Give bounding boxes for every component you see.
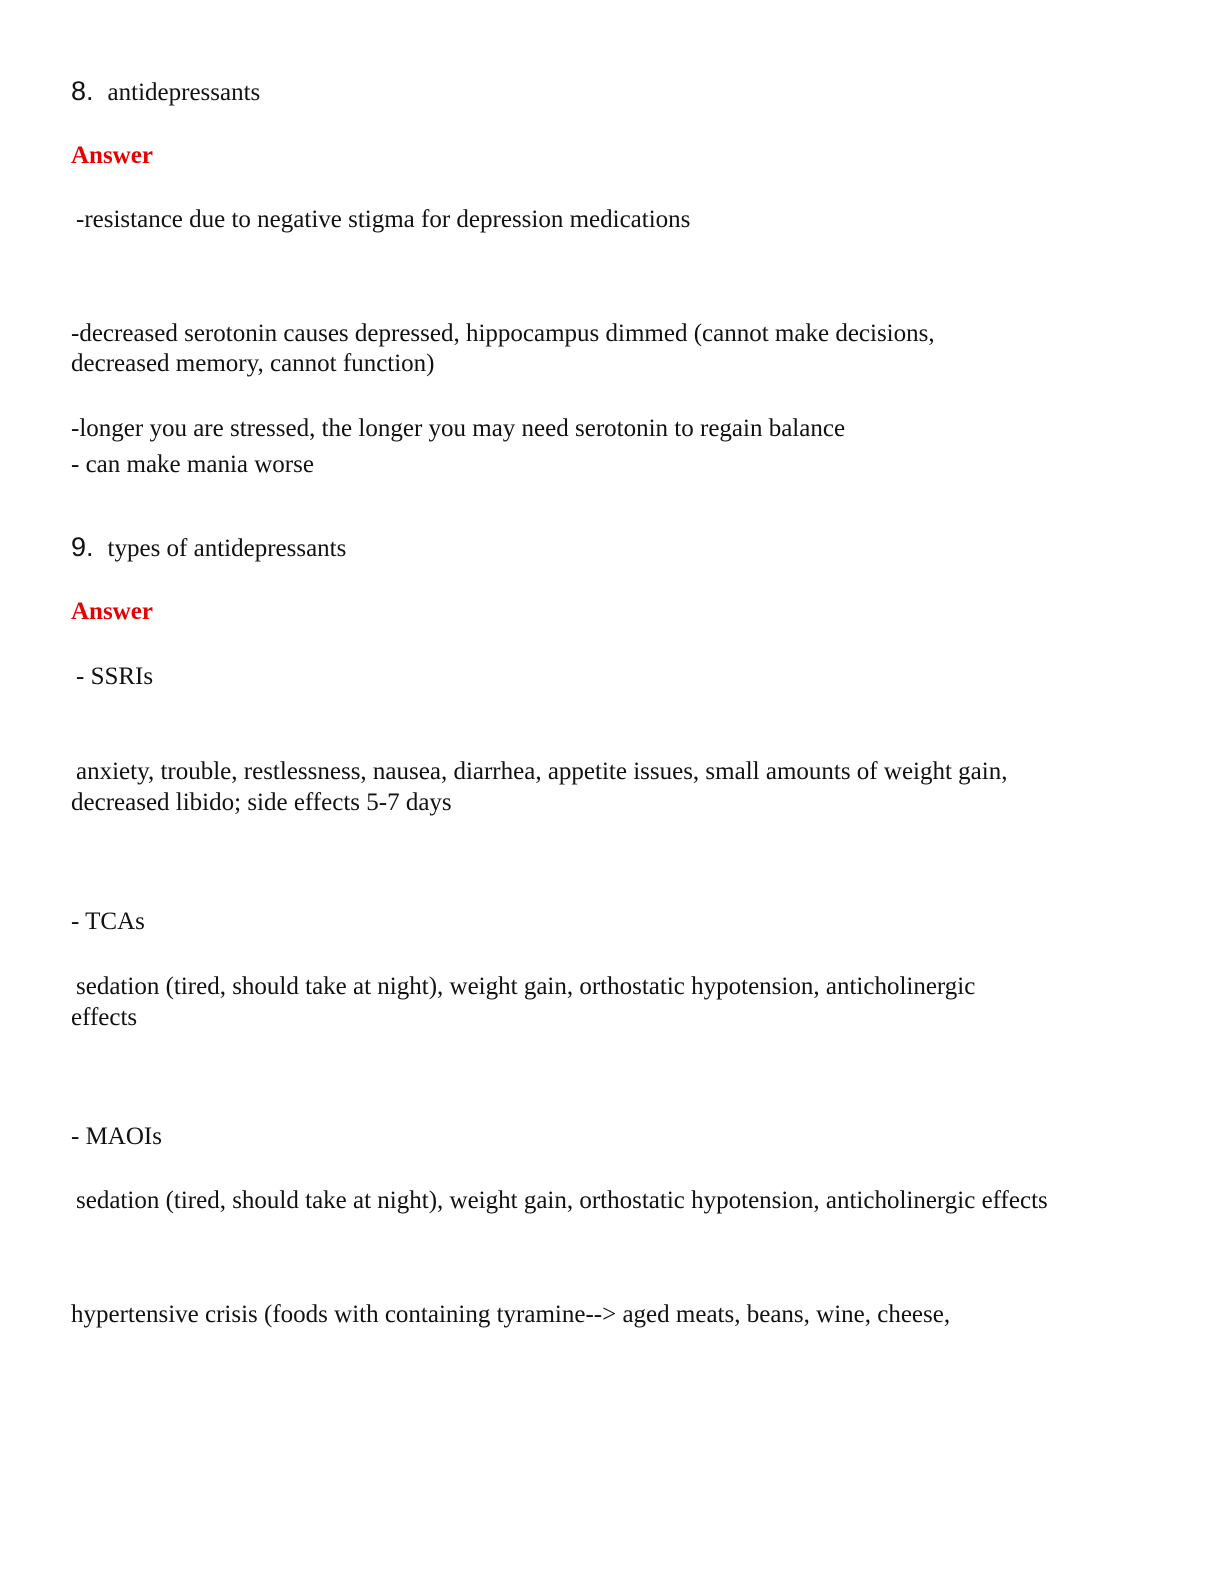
answer-line: -longer you are stressed, the longer you may need serotonin to regain balance xyxy=(71,415,846,442)
question-prompt: types of antidepressants xyxy=(107,535,347,562)
answer-line: - MAOIs xyxy=(71,1123,162,1150)
answer-line: - TCAs xyxy=(71,908,145,935)
question-8-heading xyxy=(71,76,260,108)
answer-line: sedation (tired, should take at night), weight gain, orthostatic hypotension, anticholinergic effects xyxy=(76,1187,1048,1214)
answer-label: Answer xyxy=(71,598,153,625)
answer-line: decreased memory, cannot function) xyxy=(71,350,435,377)
question-prompt: antidepressants xyxy=(107,79,261,106)
question-9-heading xyxy=(71,532,346,564)
answer-line: sedation (tired, should take at night), weight gain, orthostatic hypotension, anticholinergic xyxy=(76,973,976,1000)
answer-line: -decreased serotonin causes depressed, hippocampus dimmed (cannot make decisions, xyxy=(71,320,935,347)
answer-line: - SSRIs xyxy=(76,663,154,690)
question-number: 8. xyxy=(71,76,94,106)
answer-line: -resistance due to negative stigma for depression medications xyxy=(76,206,691,233)
question-number: 9. xyxy=(71,532,94,562)
answer-line: - can make mania worse xyxy=(71,451,314,478)
answer-line: anxiety, trouble, restlessness, nausea, diarrhea, appetite issues, small amounts of weight gain, xyxy=(76,758,1008,785)
answer-line: hypertensive crisis (foods with containing tyramine--> aged meats, beans, wine, cheese, xyxy=(71,1301,951,1328)
answer-line: decreased libido; side effects 5-7 days xyxy=(71,789,452,816)
answer-label: Answer xyxy=(71,142,153,169)
answer-line: effects xyxy=(71,1004,138,1031)
